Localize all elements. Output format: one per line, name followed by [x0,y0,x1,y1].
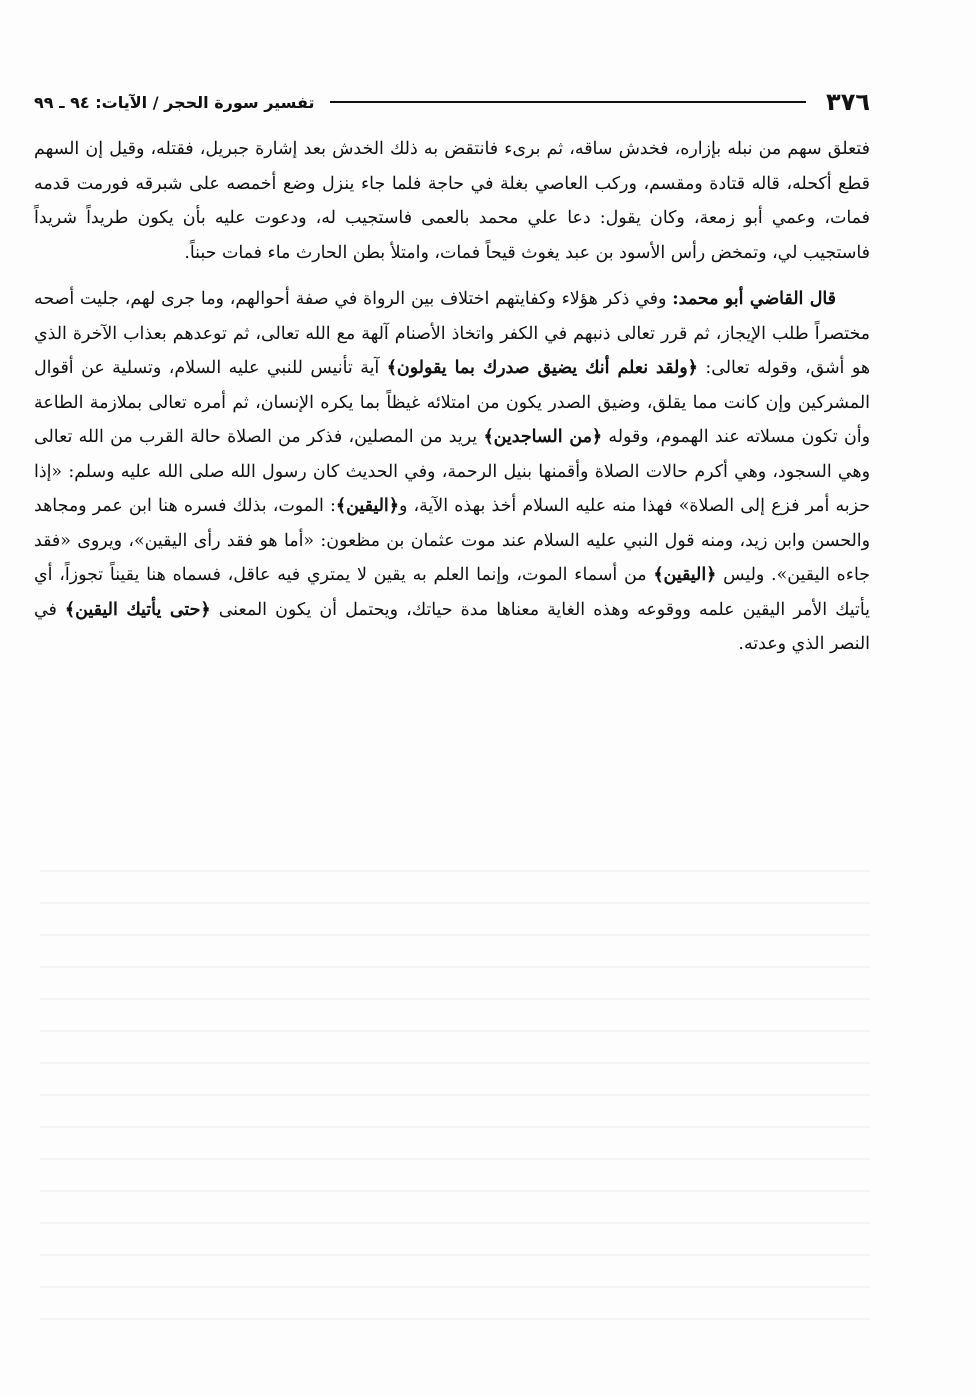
page-header [34,84,870,120]
paragraph-2-text-5: من أسماء الموت، وإنما العلم به يقين لا يمتري فيه عاقل، فسماه هنا يقيناً تجوزاً، أي يأتيك الأمر اليقين علمه ووقوعه وهذه الغاية معناها مدة حياتك، ويحتمل أن يكون المعنى [34,565,871,620]
quran-verse-2: ﴿من الساجدين﴾ [483,427,603,447]
quran-verse-3: ﴿اليقين﴾ [335,496,399,516]
header-rule [330,101,806,103]
quran-verse-4: ﴿اليقين﴾ [653,565,717,585]
paragraph-2 [34,282,870,662]
speaker-label: قال القاضي أبو محمد: [672,289,836,309]
paragraph-2-text-4: : الموت، بذلك فسره هنا ابن عمر ومجاهد والحسن وابن زيد، ومنه قول النبي عليه السلام عند موت عثمان بن مظعون: «أما هو فقد رأى اليقين»، ويروى «فقد جاءه اليقين». وليس [34,496,870,585]
page-number: ٣٧٦ [826,88,870,116]
paragraph-2-text-6: في النصر الذي وعدته. [34,599,870,654]
show-through-texture [40,840,870,1340]
paragraph-1: فتعلق سهم من نبله بإزاره، فخدش ساقه، ثم برىء فانتقض به ذلك الخدش بعد إشارة جبريل، فقتله، وقيل إن السهم قطع أكحله، قاله قتادة ومقسم، وركب العاصي بغلة في حاجة فلما جاء ينزل وضع أخمصه على شبرقه فورمت قدمه فمات، وعمي أبو زمعة، وكان يقول: دعا علي محمد بالعمى فاستجيب له، ودعوت عليه بأن يكون طريداً شريداً فاستجيب لي، وتمخض رأس الأسود بن عبد يغوث قيحاً فمات، وامتلأ بطن الحارث ماء فمات حبناً. [34,139,870,263]
body-text [34,132,870,662]
paragraph-2-text-3: يريد من المصلين، فذكر من الصلاة حالة القرب من الله تعالى وهي السجود، وهي أكرم حالات الصلاة وأقمنها بنيل الرحمة، وفي الحديث كان رسول الله صلى الله عليه وسلم: «إذا حزبه أمر فزع إلى الصلاة» فهذا منه عليه السلام أخذ بهذه الآية، و [34,427,870,516]
quran-verse-5: ﴿حتى يأتيك اليقين﴾ [64,599,211,620]
quran-verse-1: ﴿ولقد نعلم أنك يضيق صدرك بما يقولون﴾ [386,358,698,378]
paragraph-2-text-2: آية تأنيس للنبي عليه السلام، وتسلية عن أقوال المشركين وإن كانت مما يقلق، وضيق الصدر يكون من امتلائه غيظاً بما يكره الإنسان، ثم أمره تعالى بملازمة الطاعة وأن تكون مسلاته عند الهموم، وقوله [34,358,871,447]
paragraph-2-text-1: وفي ذكر هؤلاء وكفايتهم اختلاف بين الرواة في صفة أحوالهم، وما جرى لهم، جليت أصحه مختصراً طلب الإيجاز، ثم قرر تعالى ذنبهم في الكفر واتخاذ الأصنام آلهة مع الله تعالى، ثم توعدهم بعذاب الآخرة الذي هو أشق، وقوله تعالى: [34,289,870,378]
running-title: تفسير سورة الحجر / الآيات: ٩٤ ـ ٩٩ [34,92,315,112]
